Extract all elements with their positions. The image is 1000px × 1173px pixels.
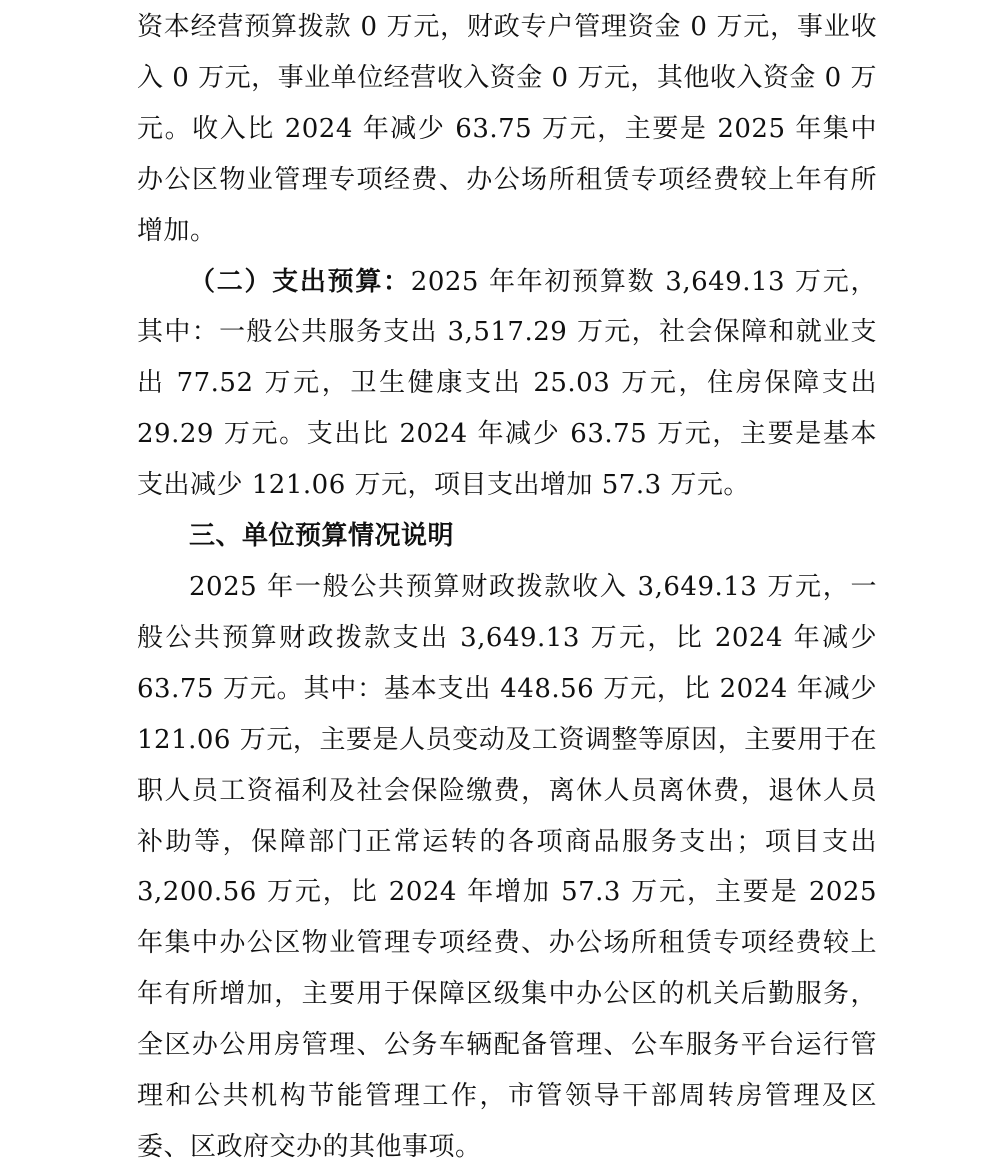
expenditure-budget-text: 2025 年年初预算数 3,649.13 万元，其中：一般公共服务支出 3,517.29 万元，社会保障和就业支出 77.52 万元，卫生健康支出 25.03 万元，住房保障支出 29.29 万元。支出比 2024 年减少 63.75 万元，主要是基本支出减少 121.06 万元，项目支出增加 57.3 万元。	[137, 266, 877, 501]
income-continuation-paragraph: 资本经营预算拨款 0 万元，财政专户管理资金 0 万元，事业收入 0 万元，事业单位经营收入资金 0 万元，其他收入资金 0 万元。收入比 2024 年减少 63.75 万元，主要是 2025 年集中办公区物业管理专项经费、办公场所租赁专项经费较上年有所增加。	[137, 12, 877, 246]
section-heading: 三、单位预算情况说明	[189, 521, 455, 552]
document-body	[137, 2, 877, 1173]
expenditure-budget-paragraph	[137, 257, 877, 512]
expenditure-budget-label: （二）支出预算：	[189, 266, 411, 297]
unit-budget-paragraph: 2025 年一般公共预算财政拨款收入 3,649.13 万元，一般公共预算财政拨款支出 3,649.13 万元，比 2024 年减少 63.75 万元。其中：基本支出 448.56 万元，比 2024 年减少 121.06 万元，主要是人员变动及工资调整等原因，主要用于在职人员工资福利及社会保险缴费，离休人员离休费，退休人员补助等，保障部门正常运转的各项商品服务支出；项目支出 3,200.56 万元，比 2024 年增加 57.3 万元，主要是 2025 年集中办公区物业管理专项经费、办公场所租赁专项经费较上年有所增加，主要用于保障区级集中办公区的机关后勤服务，全区办公用房管理、公务车辆配备管理、公车服务平台运行管理和公共机构节能管理工作，市管领导干部周转房管理及区委、区政府交办的其他事项。	[137, 571, 877, 1162]
